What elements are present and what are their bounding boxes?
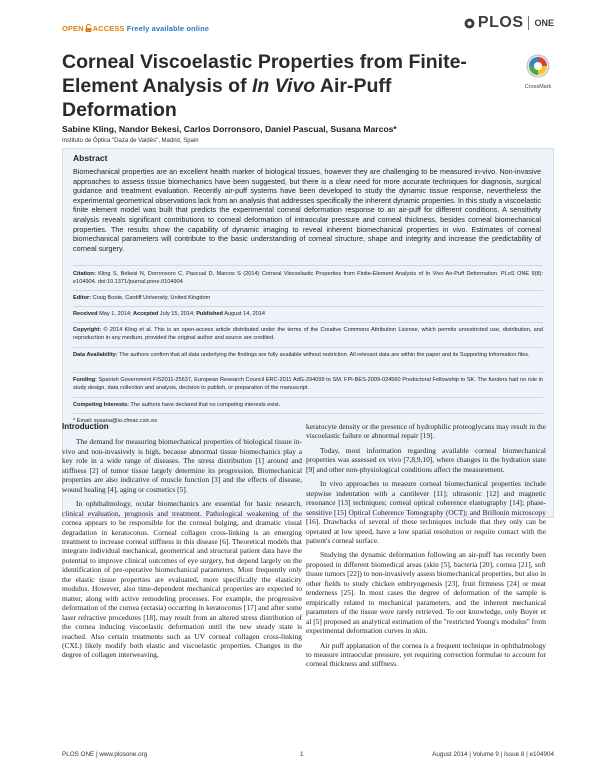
- abstract-text: Biomechanical properties are an excellent health marker of biological tissues, however they are challenging to be measured in-vivo. Non-invasive approaches to assess tissue biomechanics have been suggested, but there is a clear need for more accurate techniques for diagnosis, surgical guidance and treatment evaluation. Recently air-puff systems have been developed to study the dynamic tissue response, nevertheless the experimental geometrical observations lack from an analysis that addresses specifically the inherent dynamic properties. In this study a viscoelastic finite element model was built that predicts the experimental corneal deformation response to an air-puff for different conditions. A sensitivity analysis reveals significant contributions to corneal deformation of intraocular pressure and corneal thickness, besides corneal biomechanical properties. The results show the capability of dynamic imaging to reveal inherent biomechanical properties in vivo. Estimates of corneal biomechanical parameters will contribute to the basic understanding of corneal structure, shape and integrity and increase the predictability of corneal surgery.: [73, 167, 541, 253]
- open-access-badge: OPEN ACCESS Freely available online: [62, 24, 210, 33]
- plos-logo-icon: [464, 18, 475, 29]
- footer-journal: PLOS ONE | www.plosone.org: [62, 751, 148, 758]
- data-availability-block: Data Availability: The authors confirm that all data underlying the findings are fully available without restriction. All relevant data are within the paper and its Supporting Information files.: [73, 352, 530, 358]
- divider: [73, 413, 543, 414]
- journal-header: [62, 10, 554, 40]
- body-column-left: [62, 422, 302, 665]
- competing-interests-line: Competing Interests: The authors have declared that no competing interests exist.: [73, 402, 281, 408]
- copyright-block: Copyright: © 2014 Kling et al. This is an open-access article distributed under the terms of the Creative Commons Attribution License, which permits unrestricted use, distribution, and reproduction in any medium, provided the original author and source are credited.: [73, 327, 543, 341]
- divider: [73, 290, 543, 291]
- divider: [73, 265, 543, 266]
- body-paragraph: Air puff applanation of the cornea is a frequent technique in ophthalmology to measure intraocular pressure, yet requiring correction formulae to account for corneal thickness and stiffness.: [306, 640, 546, 669]
- email-line: * Email: susana@io.cfmac.csic.es: [73, 418, 158, 424]
- citation-block: Citation: Kling S, Bekesi N, Dorronsoro C, Pascual D, Marcos S (2014) Corneal Viscoelastic Properties from Finite-Element Analysis of In Vivo Air-Puff Deformation. PLoS ONE 9(8): e104904. doi:10.1371/journal.pone.0104904: [73, 271, 543, 285]
- dates-line: Received May 1, 2014; Accepted July 15, 2014; Published August 14, 2014: [73, 311, 265, 317]
- body-paragraph: Studying the dynamic deformation following an air-puff has recently been proposed in different biomedical areas (skin [5], bacteria [20], cornea [21], soft tissue tumors [22]) to non-invasively assess biomechanical properties, but also in other fields to study chicken embryogenesis [23], fruit firmness [24] or meat tenderness [25]. In most cases the degree of deformation of the sample is empirically related to mechanical parameters, and the inherent mechanical parameters of the tissue were rarely retrieved. To our knowledge, only Boyer et al [5] proposed an analytical estimation of the "restricted Young's modulus" from experimental deformation curves in skin.: [306, 550, 546, 636]
- divider: [73, 372, 543, 373]
- plos-one-logo: PLOS ONE: [464, 14, 554, 32]
- crossmark-badge[interactable]: CrossMark: [522, 54, 554, 90]
- body-paragraph: Today, most information regarding available corneal biomechanical properties was assessed ex vivo [7,8,9,10], where changes in the hydration state [9] and other non-physiological conditions affect the measurement.: [306, 445, 546, 474]
- divider: [73, 347, 543, 348]
- author-list: Sabine Kling, Nandor Bekesi, Carlos Dorronsoro, Daniel Pascual, Susana Marcos*: [62, 124, 397, 134]
- divider: [73, 397, 543, 398]
- page-number: 1: [300, 751, 304, 758]
- body-paragraph: The demand for measuring biomechanical properties of biological tissue in-vivo and non-invasively is high, because abnormal tissue biomechanics play a key role in a wide range of diseases. The stress distribution [1] around and stiffness [2] of tumor tissue largely determine its progression. Biomechanical properties are also indicative of muscle function [3] and the effects of disease, wound healing [4], aging or cosmetics [5].: [62, 437, 302, 494]
- crossmark-icon: [526, 54, 550, 78]
- body-paragraph: In vivo approaches to measure corneal biomechanical properties include stepwise indentation with a cantilever [11]; ultrasonic [12] and magnetic resonance [13] techniques; corneal optical coherence elastography [14]; phase-sensitive [15] Optical Coherence Tomography (OCT); and Brillouin microscopy [16]. Drawbacks of several of these techniques include that they only can be operated at low speed, have a low spatial resolution or require contact with the patient's corneal surface.: [306, 479, 546, 545]
- open-lock-icon: [85, 24, 92, 32]
- divider: [73, 306, 543, 307]
- body-column-right: [306, 422, 546, 674]
- abstract-heading: Abstract: [73, 153, 108, 163]
- body-paragraph: keratocyte density or the presence of hydrophilic proteoglycans may result in the viscoelastic failure or abnormal repair [19].: [306, 422, 546, 441]
- editor-line: Editor: Craig Boote, Cardiff University, United Kingdom: [73, 295, 211, 301]
- body-paragraph: In ophthalmology, ocular biomechanics are essential for basic research, clinical evaluation, prognosis and treatment. Pathological weakening of the cornea appears to be responsible for the corneal bulging, and dramatic visual degradation in keratoconus. Corneal collagen cross-linking is an emerging treatment to increase corneal stiffness in this disease [6]. Theoretical models that integrate individual mechanical, geometrical and structural patient data have the potential to improve clinical outcomes of eye surgery, but depend largely on the identification of pre-operative biomechanical parameters. Most frequently only the elastic tissue properties are evaluated, more specifically the elasticity modulus. However, also time-dependent mechanical properties are expected to matter, along with active remodeling processes. For example, the progressive deformation of the cornea (ectasia) occurring in keratoconus [17] and after some laser refractive procedures [18], may result from an altered stress distribution of the cornea inducing viscoelastic deformation until the new steady state is reached. Also certain treatments such as UV corneal collagen cross-linking (CXL) likely modify both elastic and viscoelastic properties. Changes in the degree of collagen interweaving,: [62, 499, 302, 660]
- divider: [73, 322, 543, 323]
- funding-block: Funding: Spanish Government FIS2011-25637, European Research Council ERC-2011 AdG-294099 to SM. FPI-BES-2009-024560 Predoctoral Fellowship to SK. The funders had no role in study design, data collection and analysis, decision to publish, or preparation of the manuscript.: [73, 377, 543, 391]
- footer-issue: August 2014 | Volume 9 | Issue 8 | e104904: [432, 751, 554, 758]
- section-heading: Introduction: [62, 422, 109, 431]
- affiliation: Instituto de Óptica "Daza de Valdés", Madrid, Spain: [62, 138, 199, 144]
- article-title: Corneal Viscoelastic Properties from Finite-Element Analysis of In Vivo Air-Puff Deformation: [62, 51, 467, 121]
